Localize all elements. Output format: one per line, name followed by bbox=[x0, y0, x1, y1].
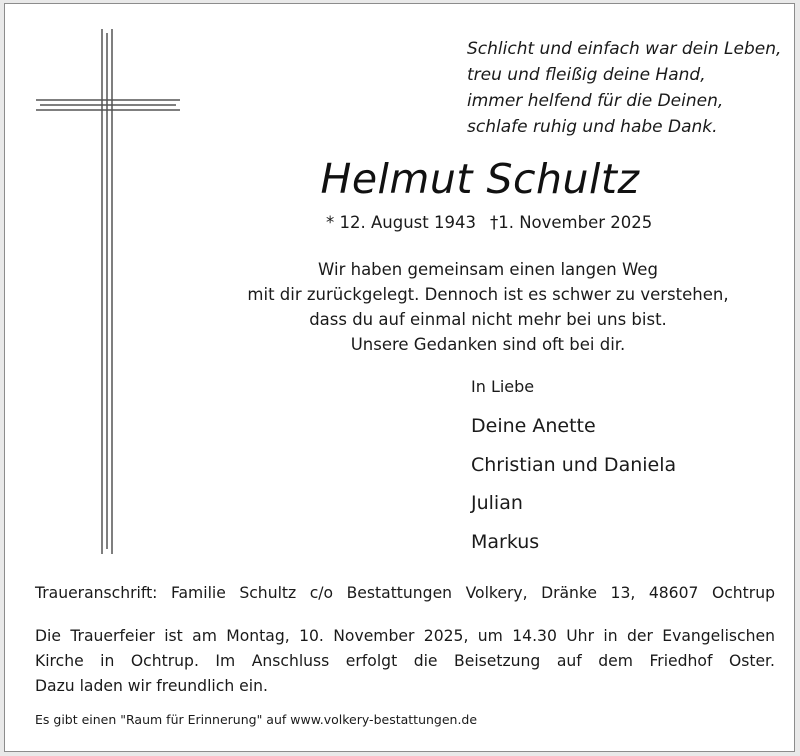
mourners-list bbox=[471, 411, 676, 565]
poem-line: immer helfend für die Deinen, bbox=[467, 91, 724, 111]
message-line: Wir haben gemeinsam einen langen Weg bbox=[318, 260, 658, 279]
life-dates bbox=[326, 213, 652, 232]
mourning-message bbox=[5, 257, 800, 357]
obituary-notice bbox=[4, 3, 795, 752]
mourner-name: Deine Anette bbox=[471, 415, 596, 437]
funeral-info bbox=[35, 624, 775, 699]
poem-line: Schlicht und einfach war dein Leben, bbox=[467, 39, 782, 59]
poem-line: schlafe ruhig und habe Dank. bbox=[467, 117, 718, 137]
funeral-line: Kirche in Ochtrup. Im Anschluss erfolgt die Beisetzung auf dem Friedhof Oster. bbox=[35, 652, 775, 670]
mourner-name: Markus bbox=[471, 530, 540, 553]
poem-line: treu und fleißig deine Hand, bbox=[467, 65, 706, 85]
signoff-intro: In Liebe bbox=[471, 377, 535, 396]
funeral-line: Die Trauerfeier ist am Montag, 10. November 2025, um 14.30 Uhr in der Evangelischen bbox=[35, 627, 775, 645]
message-line: dass du auf einmal nicht mehr bei uns bist. bbox=[309, 310, 667, 329]
poem bbox=[467, 36, 789, 140]
mourning-address: Traueranschrift: Familie Schultz c/o Bestattungen Volkery, Dränke 13, 48607 Ochtrup bbox=[35, 584, 775, 602]
mourner-name: Christian und Daniela bbox=[471, 453, 677, 476]
death-date: †1. November 2025 bbox=[489, 213, 653, 232]
funeral-line: Dazu laden wir freundlich ein. bbox=[35, 677, 268, 695]
memorial-website-note: Es gibt einen "Raum für Erinnerung" auf www.volkery-bestattungen.de bbox=[35, 712, 478, 727]
message-line: Unsere Gedanken sind oft bei dir. bbox=[350, 335, 626, 354]
deceased-name: Helmut Schultz bbox=[320, 155, 640, 203]
birth-date: * 12. August 1943 bbox=[326, 213, 476, 232]
mourner-name: Julian bbox=[471, 492, 523, 514]
message-line: mit dir zurückgelegt. Dennoch ist es schwer zu verstehen, bbox=[247, 285, 729, 304]
